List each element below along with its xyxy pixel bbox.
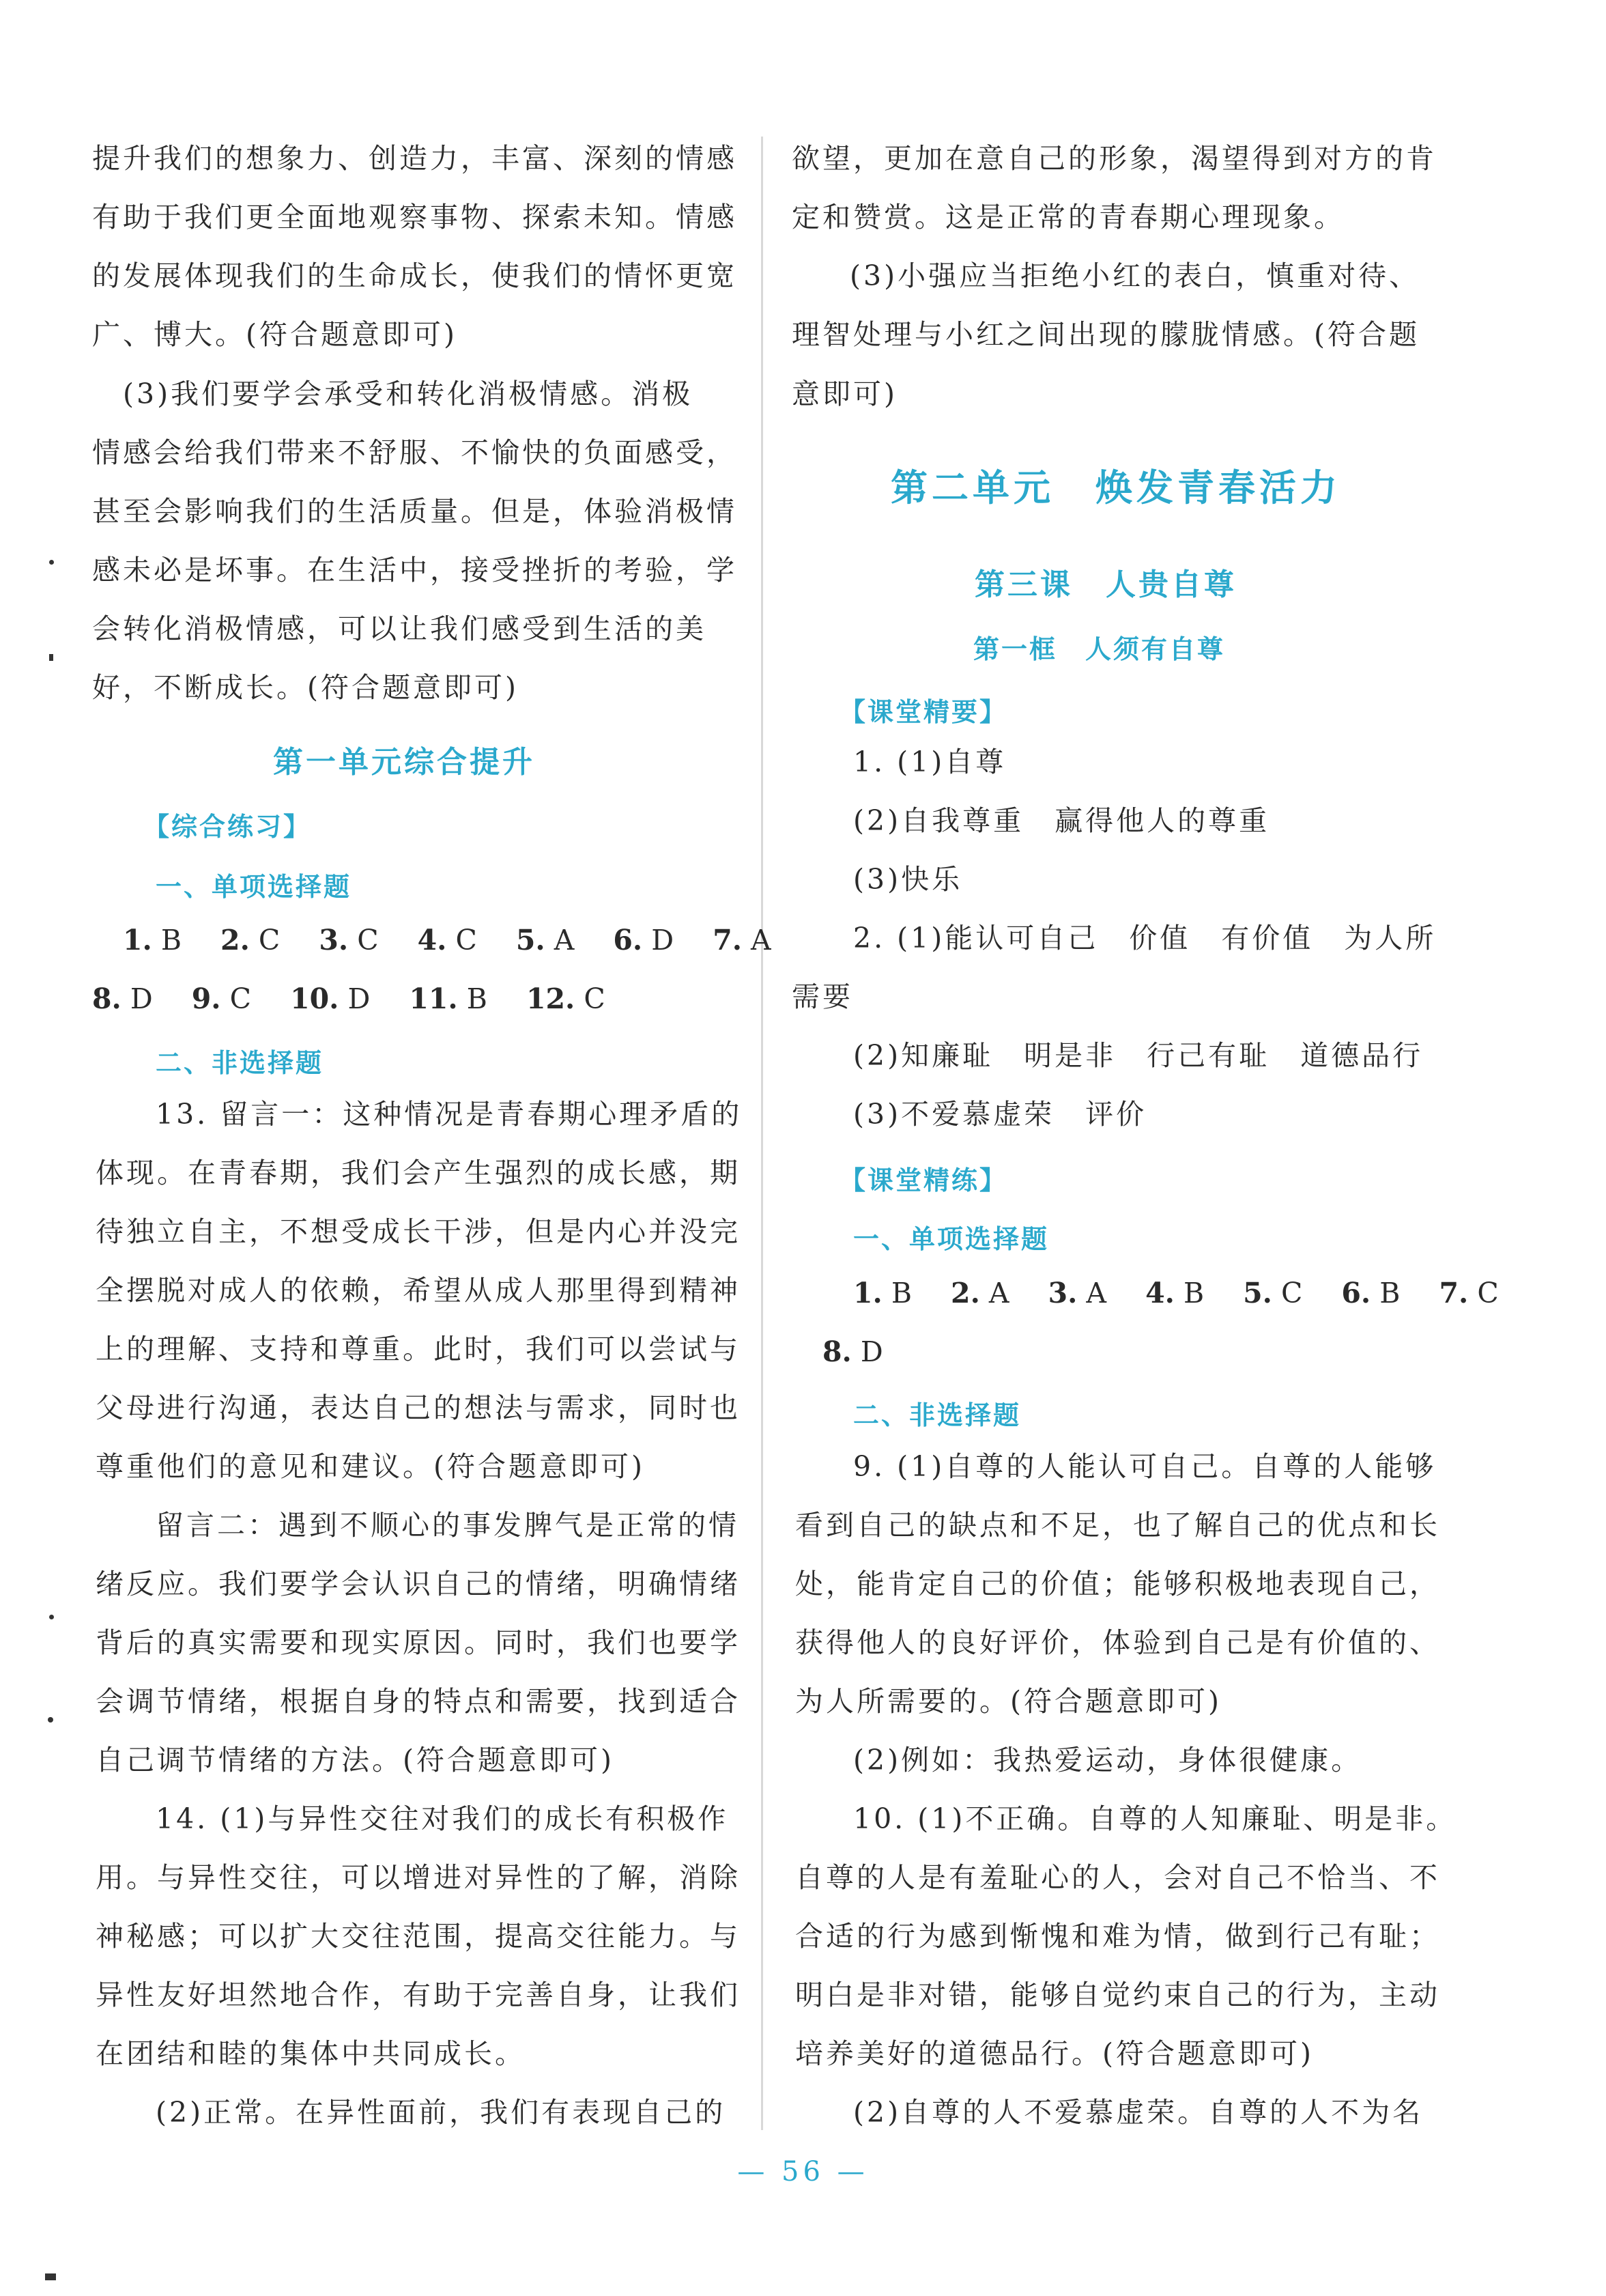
text-line: 好，不断成长。(符合题意即可) <box>92 671 519 704</box>
text-line: 异性友好坦然地合作，有助于完善自身，让我们 <box>96 1979 741 2011</box>
answer-item: 5. C <box>1243 1277 1303 1309</box>
text-line: 自己调节情绪的方法。(符合题意即可) <box>96 1744 614 1776</box>
answer-item: 6. B <box>1341 1277 1401 1309</box>
text-line: 13. 留言一：这种情况是青春期心理矛盾的 <box>156 1098 743 1131</box>
text-line: 定和赞赏。这是正常的青春期心理现象。 <box>792 201 1345 233</box>
answer-item: 4. C <box>417 924 477 956</box>
mc-answers-row-2 <box>92 982 635 1015</box>
text-line: 自尊的人是有羞耻心的人，会对自己不恰当、不 <box>795 1861 1440 1894</box>
answer-item: 1. B <box>853 1277 912 1309</box>
scan-mark <box>49 654 53 661</box>
text-line: 为人所需要的。(符合题意即可) <box>795 1685 1222 1718</box>
text-line: 会转化消极情感，可以让我们感受到生活的美 <box>92 612 706 645</box>
text-line: 14. (1)与异性交往对我们的成长有积极作 <box>156 1802 729 1835</box>
text-line: 意即可) <box>792 378 898 410</box>
mc-heading: 一、单项选择题 <box>156 872 352 902</box>
unit-title: 第二单元 焕发青春活力 <box>891 466 1341 509</box>
mc-answers-row-1 <box>123 924 801 956</box>
lesson-title: 第三课 人贵自尊 <box>975 567 1237 602</box>
text-line: (2)自我尊重 赢得他人的尊重 <box>853 804 1270 837</box>
mc-heading: 一、单项选择题 <box>853 1224 1050 1254</box>
text-line: (3)不爱慕虚荣 评价 <box>853 1098 1147 1131</box>
text-line: 上的理解、支持和尊重。此时，我们可以尝试与 <box>96 1333 741 1365</box>
text-line: 父母进行沟通，表达自己的想法与需求，同时也 <box>96 1391 741 1424</box>
frame-title: 第一框 人须有自尊 <box>973 634 1226 664</box>
text-line: 广、博大。(符合题意即可) <box>92 318 457 351</box>
answer-item: 8. D <box>92 982 153 1015</box>
text-line: 明白是非对错，能够自觉约束自己的行为，主动 <box>795 1979 1440 2011</box>
answer-item: 2. C <box>220 924 281 956</box>
text-line: 全摆脱对成人的依赖，希望从成人那里得到精神 <box>96 1274 741 1307</box>
scan-mark <box>45 2273 56 2280</box>
text-line: (3)我们要学会承受和转化消极情感。消极 <box>123 378 693 410</box>
answer-item: 12. C <box>526 982 605 1015</box>
mc-answers-row-2 <box>822 1335 913 1368</box>
text-line: 情感会给我们带来不舒服、不愉快的负面感受， <box>92 436 737 469</box>
text-line: 培养美好的道德品行。(符合题意即可) <box>795 2037 1314 2070</box>
text-line: 获得他人的良好评价，体验到自己是有价值的、 <box>795 1626 1440 1659</box>
answer-item: 7. A <box>713 924 771 956</box>
text-line: 神秘感；可以扩大交往范围，提高交往能力。与 <box>96 1920 741 1953</box>
answer-item: 7. C <box>1439 1277 1499 1309</box>
text-line: 理智处理与小红之间出现的朦胧情感。(符合题 <box>792 318 1420 351</box>
text-line: (3)快乐 <box>853 863 963 896</box>
text-line: 尊重他们的意见和建议。(符合题意即可) <box>96 1450 645 1483</box>
answer-item: 3. A <box>1048 1277 1107 1309</box>
text-line: 2. (1)能认可自己 价值 有价值 为人所 <box>853 922 1437 954</box>
text-line: 有助于我们更全面地观察事物、探索未知。情感 <box>92 201 737 233</box>
answer-item: 8. D <box>822 1335 883 1368</box>
text-line: 背后的真实需要和现实原因。同时，我们也要学 <box>96 1626 741 1659</box>
answer-item: 6. D <box>613 924 674 956</box>
text-line: 看到自己的缺点和不足，也了解自己的优点和长 <box>795 1509 1440 1542</box>
text-line: (2)自尊的人不爱慕虚荣。自尊的人不为名 <box>853 2096 1424 2129</box>
text-line: (3)小强应当拒绝小红的表白，慎重对待、 <box>850 259 1420 292</box>
answer-item: 1. B <box>123 924 182 956</box>
text-line: (2)例如：我热爱运动，身体很健康。 <box>853 1744 1362 1776</box>
section-tag: 【综合练习】 <box>143 812 312 842</box>
text-line: 感未必是坏事。在生活中，接受挫折的考验，学 <box>92 554 737 586</box>
text-line: 合适的行为感到惭愧和难为情，做到行己有耻； <box>795 1920 1440 1953</box>
answer-item: 2. A <box>951 1277 1009 1309</box>
text-line: 甚至会影响我们的生活质量。但是，体验消极情 <box>92 495 737 528</box>
non-mc-heading: 二、非选择题 <box>853 1400 1022 1430</box>
text-line: (2)正常。在异性面前，我们有表现自己的 <box>156 2096 726 2129</box>
non-mc-heading: 二、非选择题 <box>156 1048 324 1078</box>
text-line: 需要 <box>792 980 853 1013</box>
text-line: 留言二：遇到不顺心的事发脾气是正常的情 <box>156 1509 739 1542</box>
section-title: 第一单元综合提升 <box>273 745 535 780</box>
text-line: 绪反应。我们要学会认识自己的情绪，明确情绪 <box>96 1568 741 1600</box>
column-divider <box>761 137 763 2130</box>
text-line: 用。与异性交往，可以增进对异性的了解，消除 <box>96 1861 741 1894</box>
text-line: 提升我们的想象力、创造力，丰富、深刻的情感 <box>92 142 737 175</box>
scan-mark <box>49 560 54 565</box>
text-line: 处，能肯定自己的价值；能够积极地表现自己， <box>795 1568 1440 1600</box>
answer-item: 3. C <box>319 924 379 956</box>
text-line: 欲望，更加在意自己的形象，渴望得到对方的肯 <box>792 142 1437 175</box>
section-tag: 【课堂精练】 <box>840 1165 1008 1195</box>
text-line: 体现。在青春期，我们会产生强烈的成长感，期 <box>96 1157 741 1189</box>
text-line: 会调节情绪，根据自身的特点和需要，找到适合 <box>96 1685 741 1718</box>
text-line: 1. (1)自尊 <box>853 746 1007 778</box>
scan-mark <box>48 1717 53 1723</box>
text-line: 9. (1)自尊的人能认可自己。自尊的人能够 <box>853 1450 1437 1483</box>
text-line: (2)知廉耻 明是非 行己有耻 道德品行 <box>853 1039 1424 1072</box>
text-line: 在团结和睦的集体中共同成长。 <box>96 2037 526 2070</box>
answer-item: 4. B <box>1145 1277 1205 1309</box>
answer-item: 5. A <box>515 924 575 956</box>
text-line: 的发展体现我们的生命成长，使我们的情怀更宽 <box>92 259 737 292</box>
text-line: 10. (1)不正确。自尊的人知廉耻、明是非。 <box>853 1802 1457 1835</box>
answer-item: 11. B <box>409 982 487 1015</box>
section-tag: 【课堂精要】 <box>840 697 1008 727</box>
answer-item: 10. D <box>290 982 371 1015</box>
scan-mark <box>49 1615 54 1619</box>
text-line: 待独立自主，不想受成长干涉，但是内心并没完 <box>96 1215 741 1248</box>
answer-item: 9. C <box>191 982 252 1015</box>
page-number: — 56 — <box>737 2156 869 2187</box>
mc-answers-row-1 <box>853 1277 1499 1309</box>
